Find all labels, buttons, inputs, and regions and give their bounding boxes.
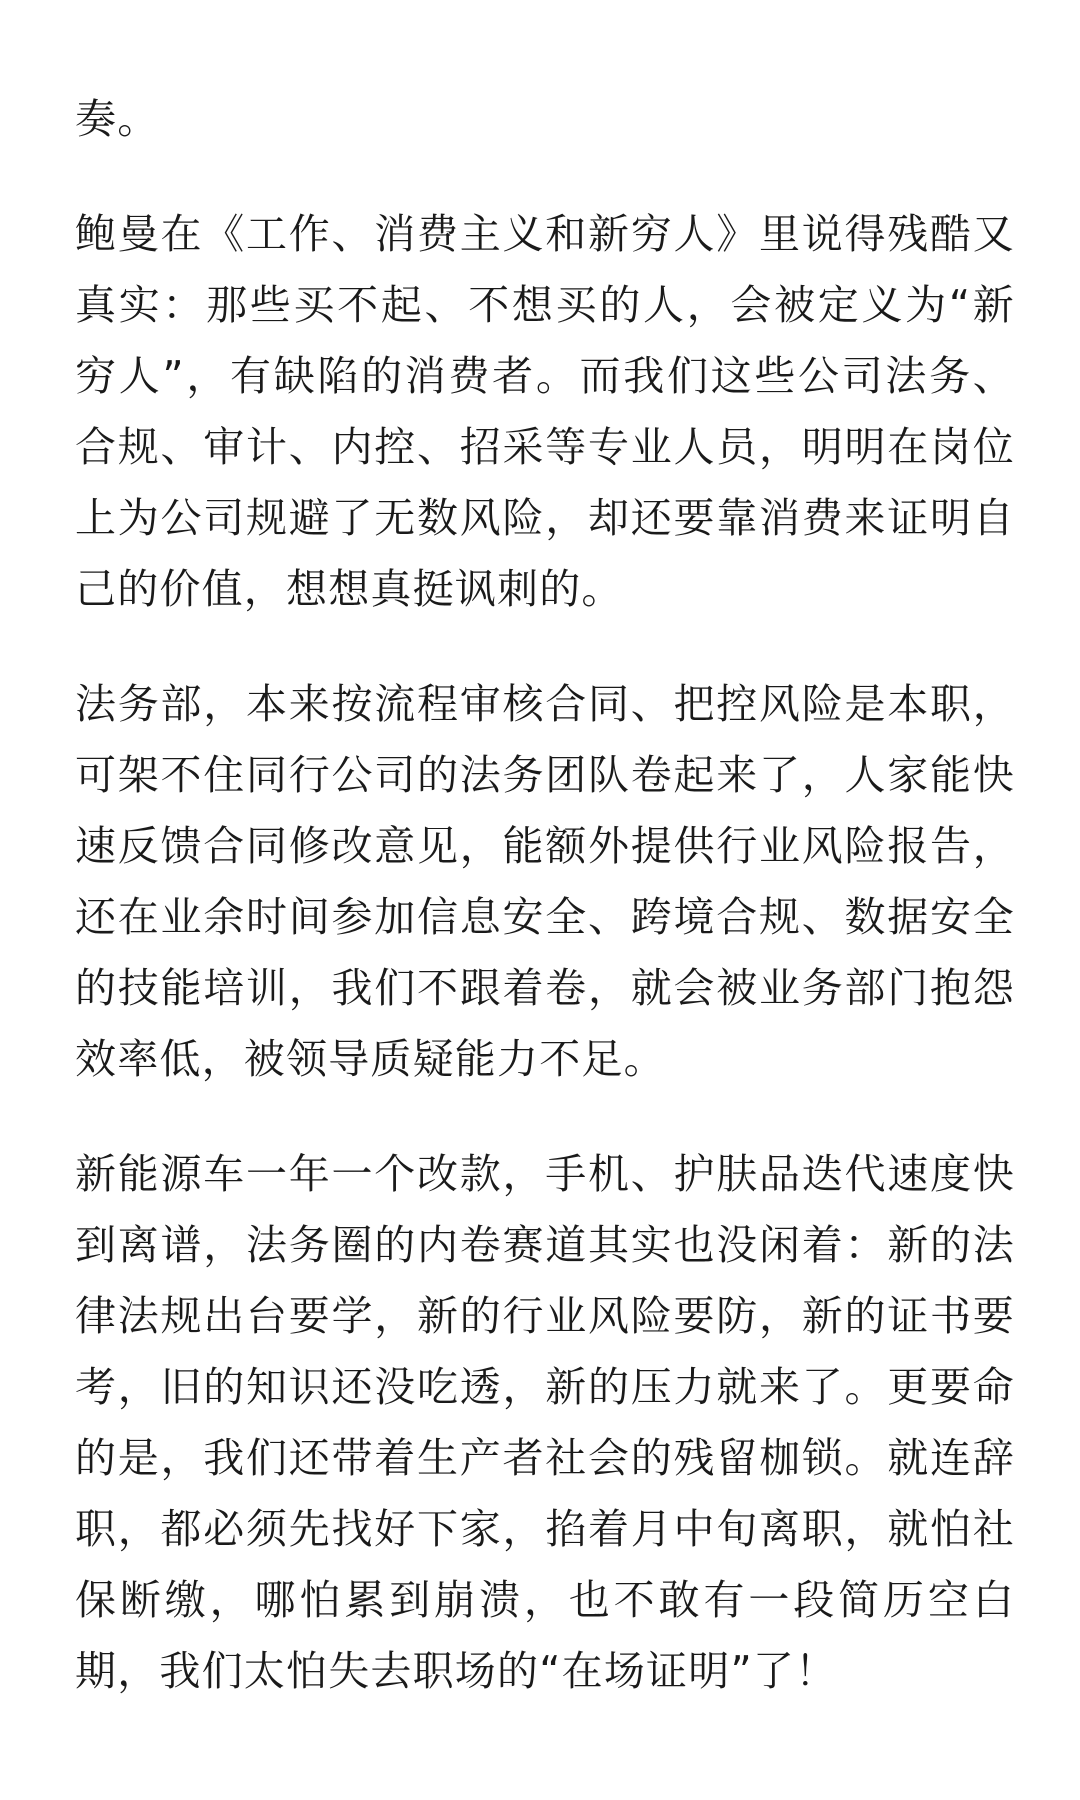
paragraph-continuation: 奏。 [75, 95, 160, 143]
paragraph-iteration-pressure: 新能源车一年一个改款，手机、护肤品迭代速度快到离谱，法务圈的内卷赛道其实也没闲着：新的法律法规出台要学，新的行业风险要防，新的证书要考，旧的知识还没吃透，新的压力就来了。更要命的是，我们还带着生产者社会的残留枷锁。就连辞职，都必须先找好下家，掐着月中旬离职，就怕社保断缴，哪怕累到崩溃，也不敢有一段简历空白期，我们太怕失去职场的“在场证明”了！ [75, 1150, 1015, 1695]
paragraph-bauman-quote: 鲍曼在《工作、消费主义和新穷人》里说得残酷又真实：那些买不起、不想买的人，会被定义为“新穷人”，有缺陷的消费者。而我们这些公司法务、合规、审计、内控、招采等专业人员，明明在岗位上为公司规避了无数风险，却还要靠消费来证明自己的价值，想想真挺讽刺的。 [75, 210, 1015, 613]
paragraph-legal-department: 法务部，本来按流程审核合同、把控风险是本职，可架不住同行公司的法务团队卷起来了，人家能快速反馈合同修改意见，能额外提供行业风险报告，还在业余时间参加信息安全、跨境合规、数据安全的技能培训，我们不跟着卷，就会被业务部门抱怨效率低，被领导质疑能力不足。 [75, 680, 1015, 1083]
article-body [75, 84, 1015, 1707]
